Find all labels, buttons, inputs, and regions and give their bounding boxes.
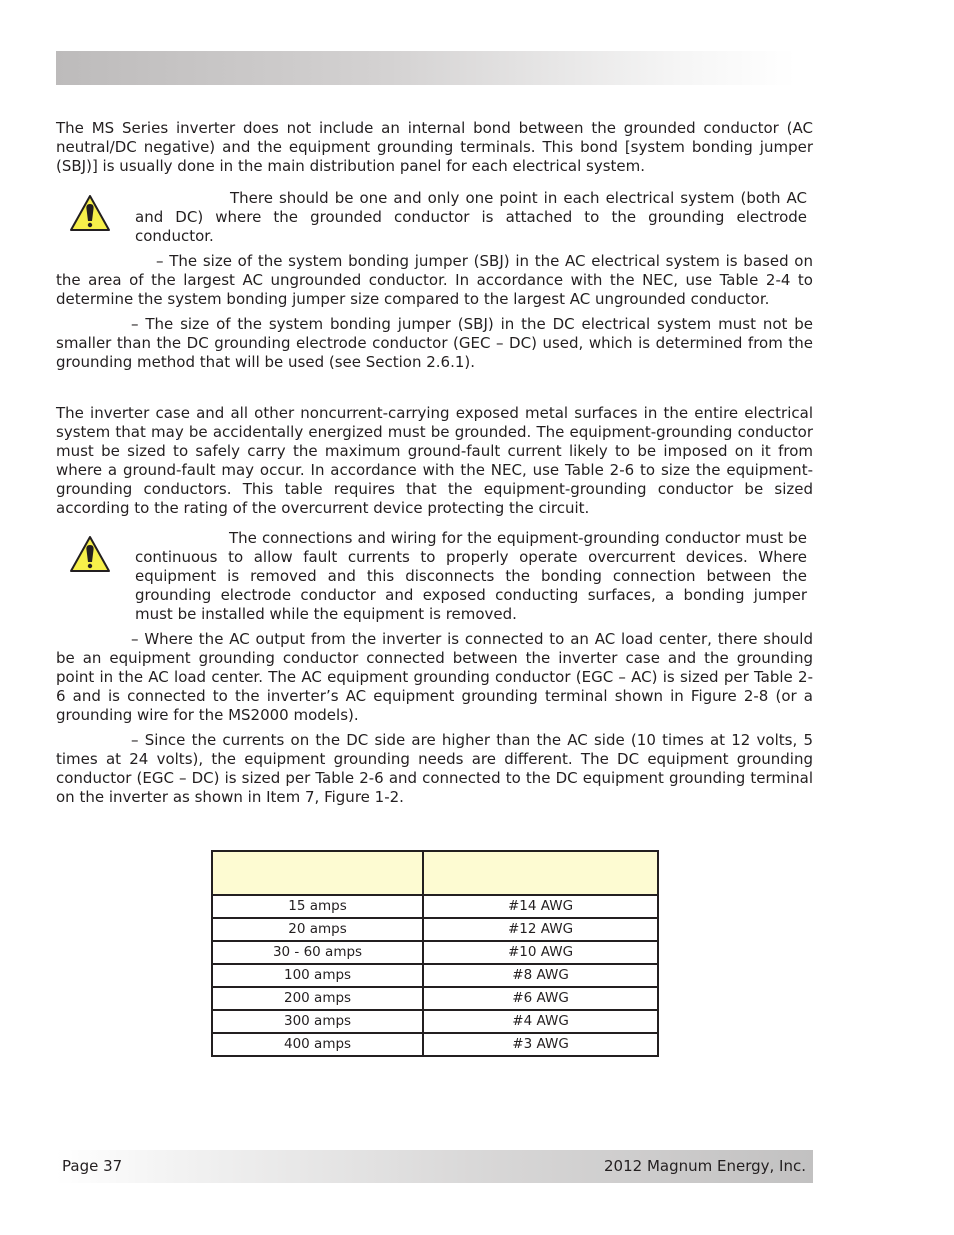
overcurrent-rating-cell: 30 - 60 amps — [212, 941, 423, 964]
note-continuous-connections: The connections and wiring for the equipment-grounding conductor must be continuous to allow fault currents to properly operate overcurrent devices. Where equipment is removed and this disconnects the bonding connection between the grounding electrode conductor and exposed conducting surfaces, a bonding jumper must be installed while the equipment is removed. — [135, 529, 807, 623]
warning-icon — [69, 535, 111, 573]
conductor-size-cell: #4 AWG — [423, 1010, 658, 1033]
ac-sbj-paragraph: – The size of the system bonding jumper (SBJ) in the AC electrical system is based on the area of the largest AC ungrounded conductor. In accordance with the NEC, use Table 2-4 to determine the system bonding jumper size compared to the largest AC ungrounded conductor. — [56, 252, 813, 308]
table-header-cell — [423, 851, 658, 895]
table-row — [212, 1033, 658, 1056]
table-row — [212, 895, 658, 918]
conductor-size-cell: #8 AWG — [423, 964, 658, 987]
conductor-size-cell: #6 AWG — [423, 987, 658, 1010]
warning-icon — [69, 194, 111, 232]
egc-dc-paragraph: – Since the currents on the DC side are higher than the AC side (10 times at 12 volts, 5 times at 24 volts), the equipment grounding needs are different. The DC equipment grounding conductor (EGC – DC) is sized per Table 2-6 and connected to the DC equipment grounding terminal on the inverter as shown in Item 7, Figure 1-2. — [56, 731, 813, 806]
overcurrent-rating-cell: 100 amps — [212, 964, 423, 987]
overcurrent-rating-cell: 300 amps — [212, 1010, 423, 1033]
table-row — [212, 1010, 658, 1033]
egc-ac-paragraph: – Where the AC output from the inverter is connected to an AC load center, there should be an equipment grounding conductor connected between the inverter case and the grounding point in the AC load center. The AC equipment grounding conductor (EGC – AC) is sized per Table 2-6 and is connected to the inverter’s AC equipment grounding terminal shown in Figure 2-8 (or a grounding wire for the MS2000 models). — [56, 630, 813, 724]
table-row — [212, 964, 658, 987]
conductor-size-cell: #10 AWG — [423, 941, 658, 964]
table-row — [212, 918, 658, 941]
table-header-row — [212, 851, 658, 895]
awg-sizing-table — [211, 850, 659, 1057]
overcurrent-rating-cell: 20 amps — [212, 918, 423, 941]
equipment-grounding-paragraph: The inverter case and all other noncurrent-carrying exposed metal surfaces in the entire electrical system that may be accidentally energized must be grounded. The equipment-grounding conductor must be sized to safely carry the maximum ground-fault current likely to be imposed on it from where a ground-fault may occur. In accordance with the NEC, use Table 2-6 to size the equipment-grounding conductors. This table requires that the equipment-grounding conductor be sized according to the rating of the overcurrent device protecting the circuit. — [56, 404, 813, 517]
footer-copyright: 2012 Magnum Energy, Inc. — [604, 1157, 806, 1175]
note-single-bond-point: There should be one and only one point in each electrical system (both AC and DC) where the grounded conductor is attached to the grounding electrode conductor. — [135, 189, 807, 245]
conductor-size-cell: #3 AWG — [423, 1033, 658, 1056]
header-band — [56, 51, 796, 85]
table-row — [212, 987, 658, 1010]
conductor-size-cell: #12 AWG — [423, 918, 658, 941]
conductor-size-cell: #14 AWG — [423, 895, 658, 918]
overcurrent-rating-cell: 200 amps — [212, 987, 423, 1010]
page-number: Page 37 — [62, 1157, 123, 1175]
dc-sbj-paragraph: – The size of the system bonding jumper (SBJ) in the DC electrical system must not be smaller than the DC grounding electrode conductor (GEC – DC) used, which is determined from the grounding method that will be used (see Section 2.6.1). — [56, 315, 813, 371]
overcurrent-rating-cell: 400 amps — [212, 1033, 423, 1056]
table-header-cell — [212, 851, 423, 895]
overcurrent-rating-cell: 15 amps — [212, 895, 423, 918]
intro-paragraph: The MS Series inverter does not include an internal bond between the grounded conductor (AC neutral/DC negative) and the equipment grounding terminals. This bond [system bonding jumper (SBJ)] is usually done in the main distribution panel for each electrical system. — [56, 119, 813, 175]
awg-sizing-table-container — [211, 850, 659, 1057]
table-row — [212, 941, 658, 964]
